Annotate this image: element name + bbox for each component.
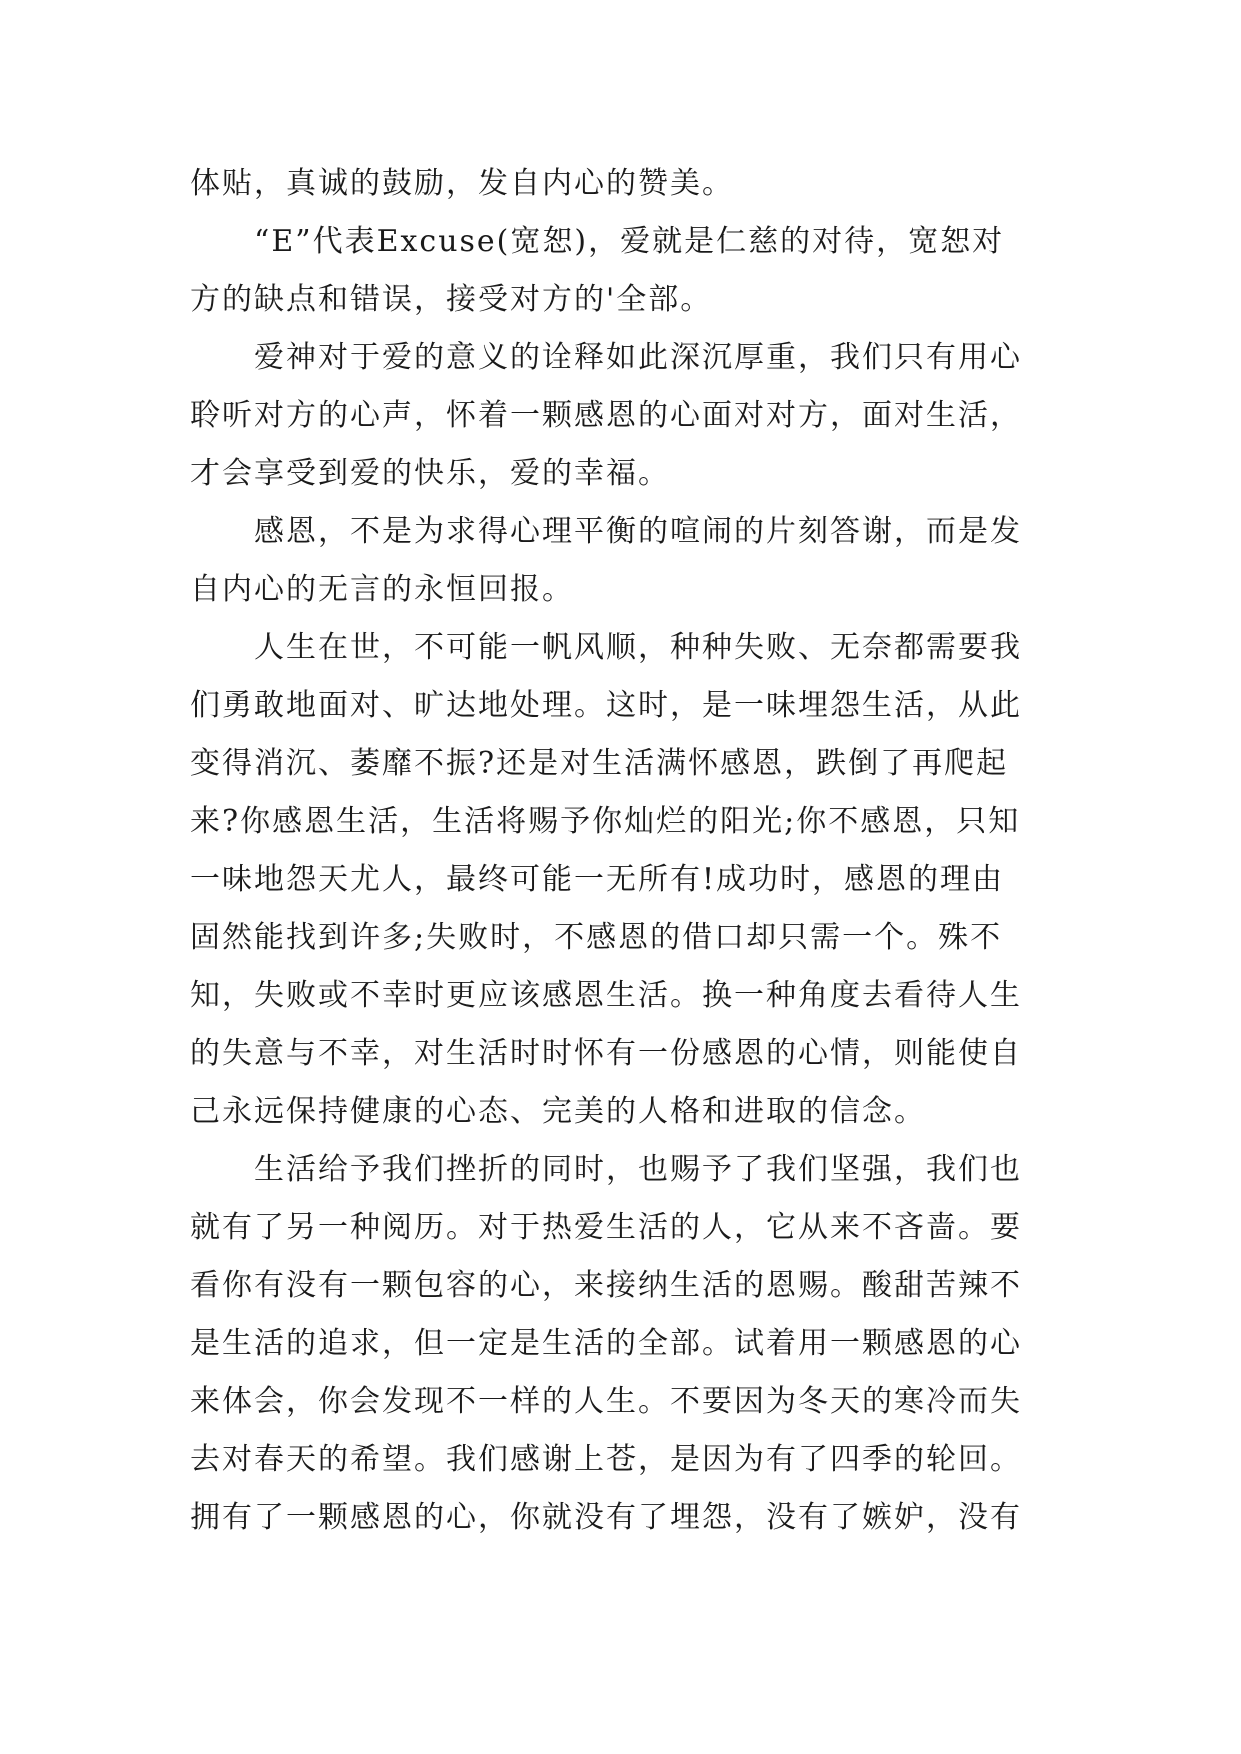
text-line: 看你有没有一颗包容的心，来接纳生活的恩赐。酸甜苦辣不 xyxy=(190,1268,1022,1303)
text-line: 是生活的追求，但一定是生活的全部。试着用一颗感恩的心 xyxy=(190,1326,1022,1361)
text-line: 就有了另一种阅历。对于热爱生活的人，它从来不吝啬。要 xyxy=(190,1210,1022,1245)
text-line: 一味地怨天尤人，最终可能一无所有!成功时，感恩的理由 xyxy=(190,862,1005,897)
text-line: 生活给予我们挫折的同时，也赐予了我们坚强，我们也 xyxy=(254,1152,1022,1187)
body-text xyxy=(190,155,1070,1547)
text-line: 己永远保持健康的心态、完美的人格和进取的信念。 xyxy=(190,1094,926,1129)
text-line: 感恩，不是为求得心理平衡的喧闹的片刻答谢，而是发 xyxy=(254,514,1022,549)
text-line: 去对春天的希望。我们感谢上苍，是因为有了四季的轮回。 xyxy=(190,1442,1022,1477)
text-line: 固然能找到许多;失败时，不感恩的借口却只需一个。殊不 xyxy=(190,920,1003,955)
text-line: 自内心的无言的永恒回报。 xyxy=(190,572,574,607)
text-line: 体贴，真诚的鼓励，发自内心的赞美。 xyxy=(190,166,734,201)
text-line: 人生在世，不可能一帆风顺，种种失败、无奈都需要我 xyxy=(254,630,1022,665)
text-line: 才会享受到爱的快乐，爱的幸福。 xyxy=(190,456,670,491)
text-line: 来体会，你会发现不一样的人生。不要因为冬天的寒冷而失 xyxy=(190,1384,1022,1419)
text-line: 来?你感恩生活，生活将赐予你灿烂的阳光;你不感恩，只知 xyxy=(190,804,1021,839)
text-line: 聆听对方的心声，怀着一颗感恩的心面对对方，面对生活， xyxy=(190,398,1022,433)
text-line: 爱神对于爱的意义的诠释如此深沉厚重，我们只有用心 xyxy=(254,340,1022,375)
text-line: 拥有了一颗感恩的心，你就没有了埋怨，没有了嫉妒，没有 xyxy=(190,1500,1022,1535)
text-line: 变得消沉、萎靡不振?还是对生活满怀感恩，跌倒了再爬起 xyxy=(190,746,1009,781)
text-line: 的失意与不幸，对生活时时怀有一份感恩的心情，则能使自 xyxy=(190,1036,1022,1071)
text-line: 知，失败或不幸时更应该感恩生活。换一种角度去看待人生 xyxy=(190,978,1022,1013)
text-line: 们勇敢地面对、旷达地处理。这时，是一味埋怨生活，从此 xyxy=(190,688,1022,723)
text-line: “E”代表Excuse(宽恕)，爱就是仁慈的对待，宽恕对 xyxy=(254,224,1005,259)
text-line: 方的缺点和错误，接受对方的'全部。 xyxy=(190,282,713,317)
